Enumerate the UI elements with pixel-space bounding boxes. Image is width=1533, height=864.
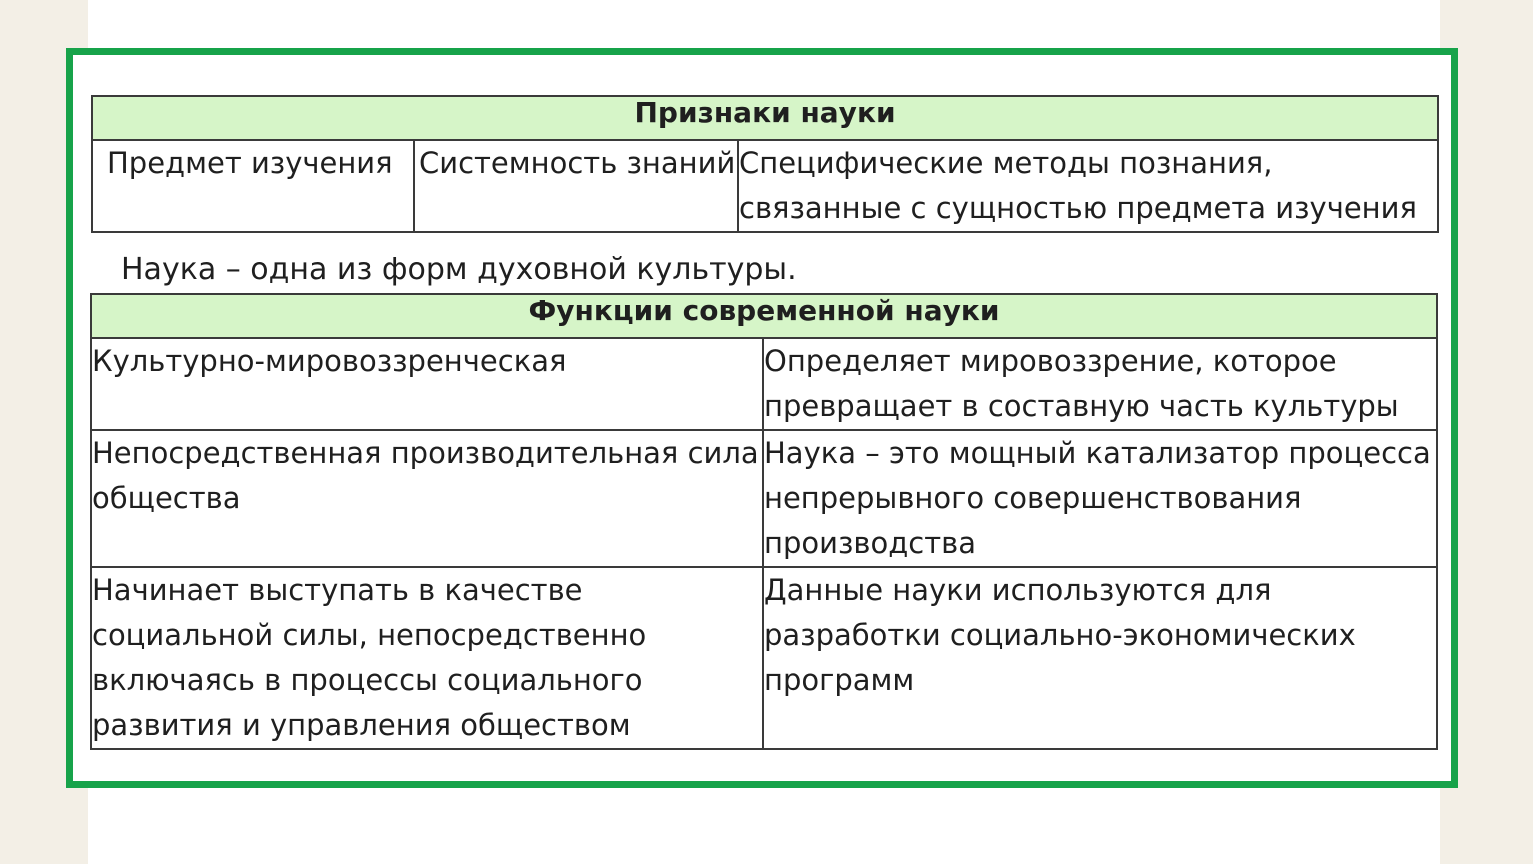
science-features-title: Признаки науки [92, 96, 1438, 140]
function-name-cell: Культурно-мировоззренческая [91, 338, 763, 430]
note-text: Наука – одна из форм духовной культуры. [121, 252, 797, 287]
feature-cell: Предмет изучения [92, 140, 414, 232]
science-functions-table [90, 293, 1438, 750]
feature-cell: Специфические методы познания, связанные с сущностью предмета изучения [738, 140, 1438, 232]
table-row [91, 338, 1437, 430]
feature-cell: Системность знаний [414, 140, 738, 232]
function-description-cell: Определяет мировоззрение, которое превращает в составную часть культуры [763, 338, 1437, 430]
function-name-cell: Начинает выступать в качестве социальной силы, непосредственно включаясь в процессы социального развития и управления обществом [91, 567, 763, 749]
science-features-table [91, 95, 1439, 233]
function-description-cell: Данные науки используются для разработки социально-экономических программ [763, 567, 1437, 749]
science-functions-title: Функции современной науки [91, 294, 1437, 338]
function-description-cell: Наука – это мощный катализатор процесса непрерывного совершенствования производства [763, 430, 1437, 567]
table-row [91, 430, 1437, 567]
function-name-cell: Непосредственная производительная сила общества [91, 430, 763, 567]
table-row [91, 567, 1437, 749]
